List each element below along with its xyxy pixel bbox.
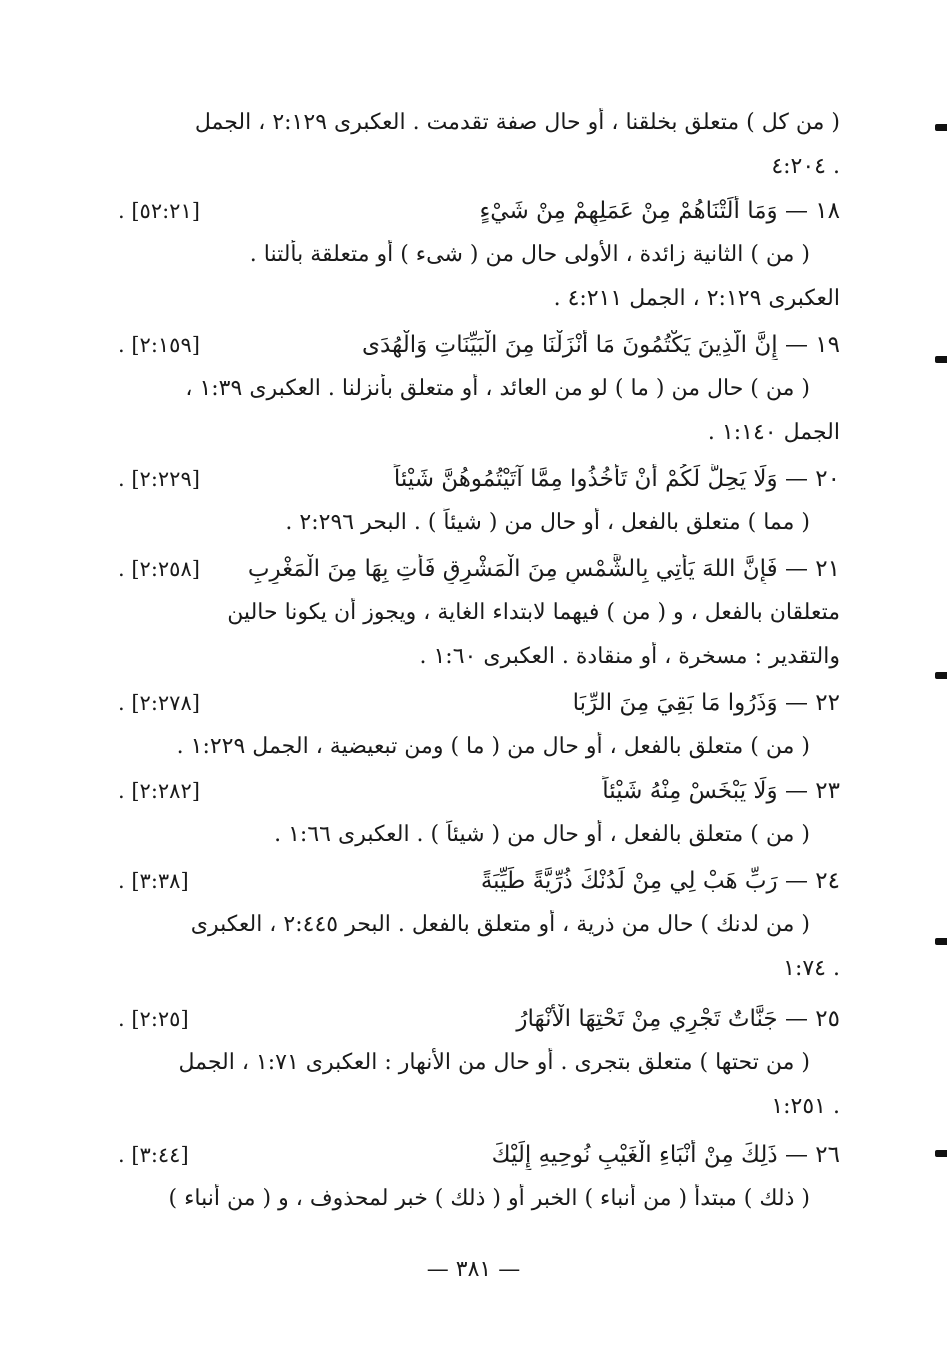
verse-reference: [٢:٢٢٩] .	[118, 467, 200, 491]
text-line: ( ذلك ) مبتدأ ( من أنباء ) الخبر أو ( ذلك ) خبر لمحذوف ، و ( من أنباء )	[168, 1186, 810, 1211]
margin-mark	[935, 938, 947, 945]
verse-line: ٢٠ — وَلَا يَحِلُّ لَكُمْ أَنْ تَأْخُذُوا مِمَّا آتَيْتُمُوهُنَّ شَيْئاً	[393, 466, 840, 492]
text-line: ( من لدنك ) حال من ذرية ، أو متعلق بالفعل . البحر ٢:٤٤٥ ، العكبرى	[190, 912, 810, 937]
verse-line: ٢٦ — ذَلِكَ مِنْ أَنْبَاءِ الْغَيْبِ نُوحِيهِ إِلَيْكَ	[491, 1142, 840, 1168]
verse-reference: [٢:٢٥] .	[118, 1007, 189, 1031]
verse-line: ١٨ — وَمَا أَلَتْنَاهُمْ مِنْ عَمَلِهِمْ مِنْ شَيْءٍ	[479, 198, 840, 224]
page-number: — ٣٨١ —	[426, 1257, 521, 1282]
verse-line: ٢٤ — رَبِّ هَبْ لِي مِنْ لَدُنْكَ ذُرِّيَّةً طَيِّبَةً	[480, 868, 840, 894]
text-line: متعلقان بالفعل ، و ( من ) فيهما لابتداء الغاية ، ويجوز أن يكونا حالين	[227, 600, 840, 625]
margin-mark	[935, 124, 947, 131]
verse-line: ٢١ — فَإِنَّ اللهَ يَأْتِي بِالشَّمْسِ مِنَ الْمَشْرِقِ فَأْتِ بِهَا مِنَ الْمَغْرِبِ	[247, 556, 840, 582]
text-line: ( من ) حال من ( ما ) لو من العائد ، أو متعلق بأنزلنا . العكبرى ١:٣٩ ،	[185, 376, 810, 401]
margin-mark	[935, 1150, 947, 1157]
margin-mark	[935, 356, 947, 363]
text-line: الجمل ١:١٤٠ .	[707, 420, 840, 445]
text-line: . ١:٧٤	[783, 956, 840, 981]
text-line: ( من ) الثانية زائدة ، الأولى حال من ( شىء ) أو متعلقة بألتنا .	[249, 242, 810, 267]
verse-line: ٢٣ — وَلَا يَبْخَسْ مِنْهُ شَيْئاً	[602, 778, 840, 804]
text-line: ( من ) متعلق بالفعل ، أو حال من ( ما ) ومن تبعيضية ، الجمل ١:٢٢٩ .	[176, 734, 810, 759]
text-line: ( من كل ) متعلق بخلقنا ، أو حال صفة تقدمت . العكبرى ٢:١٢٩ ، الجمل	[194, 110, 840, 135]
text-line: والتقدير : مسخرة ، أو منقادة . العكبرى ١:٦٠ .	[419, 644, 840, 669]
text-line: . ١:٢٥١	[771, 1094, 840, 1119]
verse-reference: [٣:٣٨] .	[118, 869, 189, 893]
verse-line: ٢٢ — وَذَرُوا مَا بَقِيَ مِنَ الرِّبَا	[572, 690, 840, 716]
text-line: العكبرى ٢:١٢٩ ، الجمل ٤:٢١١ .	[553, 286, 840, 311]
verse-reference: [٣:٤٤] .	[118, 1143, 189, 1167]
text-line: ( مما ) متعلق بالفعل ، أو حال من ( شيئاً ) . البحر ٢:٢٩٦ .	[285, 510, 810, 535]
verse-line: ٢٥ — جَنَّاتٌ تَجْرِي مِنْ تَحْتِهَا الْأَنْهَارُ	[516, 1006, 840, 1032]
verse-reference: [٢:٢٥٨] .	[118, 557, 200, 581]
text-line: ( من ) متعلق بالفعل ، أو حال من ( شيئاً ) . العكبرى ١:٦٦ .	[274, 822, 810, 847]
verse-reference: [٢:١٥٩] .	[118, 333, 200, 357]
verse-reference: [٢:٢٨٢] .	[118, 779, 200, 803]
text-line: . ٤:٢٠٤	[771, 154, 840, 179]
text-line: ( من تحتها ) متعلق بتجرى . أو حال من الأنهار : العكبرى ١:٧١ ، الجمل	[178, 1050, 810, 1075]
verse-reference: [٢:٢٧٨] .	[118, 691, 200, 715]
verse-line: ١٩ — إِنَّ الَّذِينَ يَكْتُمُونَ مَا أَنْزَلْنَا مِنَ الْبَيِّنَاتِ وَالْهُدَى	[362, 332, 840, 358]
verse-reference: [٥٢:٢١] .	[118, 199, 200, 223]
margin-mark	[935, 672, 947, 679]
